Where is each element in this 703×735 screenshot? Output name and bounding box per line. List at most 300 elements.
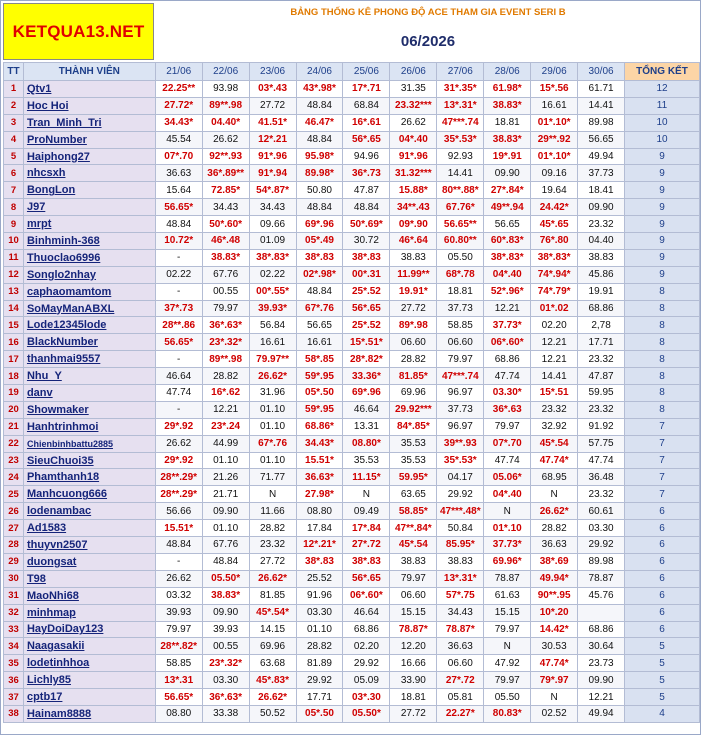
result-cell[interactable]: 29.92	[437, 486, 484, 503]
result-cell[interactable]: 27.72	[249, 553, 296, 570]
result-cell[interactable]: 68.84	[343, 97, 390, 114]
result-cell[interactable]: 02.22	[249, 266, 296, 283]
result-cell[interactable]: 14.41	[578, 97, 625, 114]
result-cell[interactable]: 63.65	[390, 486, 437, 503]
result-cell[interactable]: 68.95	[531, 469, 578, 486]
member-name-link[interactable]: lodetinhhoa	[23, 655, 155, 672]
row-number[interactable]: 1	[4, 81, 24, 98]
row-number[interactable]: 19	[4, 385, 24, 402]
member-name-link[interactable]: minhmap	[23, 604, 155, 621]
result-cell[interactable]: 48.84	[343, 199, 390, 216]
result-cell[interactable]: 67*.76	[249, 435, 296, 452]
result-cell[interactable]: 60.61	[578, 503, 625, 520]
total-cell[interactable]: 9	[625, 249, 700, 266]
result-cell[interactable]: 24.42*	[531, 199, 578, 216]
result-cell[interactable]: 71.77	[249, 469, 296, 486]
col-date[interactable]: 21/06	[155, 63, 202, 81]
result-cell[interactable]: 59.95*	[390, 469, 437, 486]
result-cell[interactable]: 03.30*	[484, 385, 531, 402]
result-cell[interactable]: 89.98	[578, 553, 625, 570]
result-cell[interactable]: 28**.29*	[155, 486, 202, 503]
result-cell[interactable]: 79.97	[390, 570, 437, 587]
result-cell[interactable]: 23.32	[578, 216, 625, 233]
result-cell[interactable]: 18.81	[390, 689, 437, 706]
member-name-link[interactable]: ProNumber	[23, 131, 155, 148]
result-cell[interactable]: 04*.40	[484, 266, 531, 283]
member-name-link[interactable]: Binhminh-368	[23, 233, 155, 250]
result-cell[interactable]: 48.84	[155, 537, 202, 554]
result-cell[interactable]: 27.72*	[155, 97, 202, 114]
member-name-link[interactable]: Tran_Minh_Tri	[23, 114, 155, 131]
result-cell[interactable]: 06.60	[437, 655, 484, 672]
col-date[interactable]: 30/06	[578, 63, 625, 81]
result-cell[interactable]: 23.32	[531, 401, 578, 418]
row-number[interactable]: 22	[4, 435, 24, 452]
result-cell[interactable]: 09.90	[202, 604, 249, 621]
result-cell[interactable]: 85.95*	[437, 537, 484, 554]
row-number[interactable]: 35	[4, 655, 24, 672]
result-cell[interactable]: 41.51*	[249, 114, 296, 131]
result-cell[interactable]: 17.71	[578, 334, 625, 351]
total-cell[interactable]: 6	[625, 537, 700, 554]
member-name-link[interactable]: thanhmai9557	[23, 351, 155, 368]
result-cell[interactable]: 56*.65	[343, 131, 390, 148]
result-cell[interactable]: 18.81	[484, 114, 531, 131]
total-cell[interactable]: 9	[625, 216, 700, 233]
result-cell[interactable]: 45.76	[578, 587, 625, 604]
result-cell[interactable]: 44.99	[202, 435, 249, 452]
result-cell[interactable]: 36.63*	[296, 469, 343, 486]
result-cell[interactable]: 27.98*	[296, 486, 343, 503]
result-cell[interactable]: 17.84	[296, 520, 343, 537]
result-cell[interactable]: 13*.31	[155, 672, 202, 689]
result-cell[interactable]: 28**.82*	[155, 638, 202, 655]
result-cell[interactable]: 13.31	[343, 418, 390, 435]
result-cell[interactable]: 11.15*	[343, 469, 390, 486]
member-name-link[interactable]: Showmaker	[23, 401, 155, 418]
result-cell[interactable]: 69.96	[249, 638, 296, 655]
result-cell[interactable]: 45.86	[578, 266, 625, 283]
result-cell[interactable]: 47.74	[484, 452, 531, 469]
row-number[interactable]: 31	[4, 587, 24, 604]
member-name-link[interactable]: Phamthanh18	[23, 469, 155, 486]
result-cell[interactable]: 79*.97	[531, 672, 578, 689]
result-cell[interactable]: 92**.93	[202, 148, 249, 165]
result-cell[interactable]: 69.96	[390, 385, 437, 402]
result-cell[interactable]: 56.84	[249, 317, 296, 334]
result-cell[interactable]: 38*.83*	[484, 249, 531, 266]
result-cell[interactable]: 63.68	[249, 655, 296, 672]
total-cell[interactable]: 8	[625, 351, 700, 368]
total-cell[interactable]: 7	[625, 486, 700, 503]
result-cell[interactable]: 00.55	[202, 638, 249, 655]
result-cell[interactable]: 45*.65	[531, 216, 578, 233]
result-cell[interactable]: 15*.51	[531, 385, 578, 402]
result-cell[interactable]: 37.73	[437, 401, 484, 418]
col-date[interactable]: 27/06	[437, 63, 484, 81]
result-cell[interactable]: 09.16	[531, 165, 578, 182]
result-cell[interactable]: 34.43	[202, 199, 249, 216]
row-number[interactable]: 14	[4, 300, 24, 317]
result-cell[interactable]: 36.63	[531, 537, 578, 554]
total-cell[interactable]: 8	[625, 368, 700, 385]
total-cell[interactable]: 9	[625, 266, 700, 283]
row-number[interactable]: 33	[4, 621, 24, 638]
member-name-link[interactable]: Hainam8888	[23, 705, 155, 722]
result-cell[interactable]: 78.87	[484, 570, 531, 587]
result-cell[interactable]: 28*.82*	[343, 351, 390, 368]
result-cell[interactable]: 81.85*	[390, 368, 437, 385]
result-cell[interactable]: 17*.71	[343, 81, 390, 98]
result-cell[interactable]: 38.83	[390, 553, 437, 570]
result-cell[interactable]: 01*.10	[484, 520, 531, 537]
result-cell[interactable]: 38.83*	[484, 97, 531, 114]
row-number[interactable]: 6	[4, 165, 24, 182]
result-cell[interactable]: 03*.43	[249, 81, 296, 98]
result-cell[interactable]: 01.10	[249, 401, 296, 418]
row-number[interactable]: 12	[4, 266, 24, 283]
result-cell[interactable]: N	[531, 689, 578, 706]
result-cell[interactable]: 04.17	[437, 469, 484, 486]
result-cell[interactable]: 00*.55*	[249, 283, 296, 300]
result-cell[interactable]: 68.86*	[296, 418, 343, 435]
result-cell[interactable]: 80.83*	[484, 705, 531, 722]
total-cell[interactable]: 6	[625, 553, 700, 570]
result-cell[interactable]: 48.84	[296, 199, 343, 216]
result-cell[interactable]: 15*.51*	[343, 334, 390, 351]
result-cell[interactable]: 37.73	[437, 300, 484, 317]
col-date[interactable]: 22/06	[202, 63, 249, 81]
result-cell[interactable]: 02.20	[531, 317, 578, 334]
result-cell[interactable]: N	[484, 503, 531, 520]
result-cell[interactable]: 2,78	[578, 317, 625, 334]
member-name-link[interactable]: Manhcuong666	[23, 486, 155, 503]
result-cell[interactable]: 30.64	[578, 638, 625, 655]
result-cell[interactable]: N	[484, 638, 531, 655]
result-cell[interactable]: 89.98	[578, 114, 625, 131]
result-cell[interactable]: 01.10	[202, 452, 249, 469]
result-cell[interactable]: 28**.29*	[155, 469, 202, 486]
result-cell[interactable]: 47.92	[484, 655, 531, 672]
row-number[interactable]: 37	[4, 689, 24, 706]
result-cell[interactable]: 14.15	[249, 621, 296, 638]
result-cell[interactable]: N	[249, 486, 296, 503]
result-cell[interactable]: 23.32	[578, 486, 625, 503]
result-cell[interactable]: 23.32	[578, 401, 625, 418]
result-cell[interactable]: 04*.40	[484, 486, 531, 503]
member-name-link[interactable]: HayDoiDay123	[23, 621, 155, 638]
result-cell[interactable]: 02.22	[155, 266, 202, 283]
result-cell[interactable]: 67.76	[202, 537, 249, 554]
result-cell[interactable]: 56.65**	[437, 216, 484, 233]
result-cell[interactable]: 37.73*	[484, 317, 531, 334]
row-number[interactable]: 36	[4, 672, 24, 689]
result-cell[interactable]: 05*.49	[296, 233, 343, 250]
result-cell[interactable]: 92.93	[437, 148, 484, 165]
result-cell[interactable]: 56.65*	[155, 689, 202, 706]
member-name-link[interactable]: thuyvn2507	[23, 537, 155, 554]
result-cell[interactable]: 22.25**	[155, 81, 202, 98]
result-cell[interactable]: 01*.02	[531, 300, 578, 317]
total-cell[interactable]: 9	[625, 233, 700, 250]
result-cell[interactable]: 43*.98*	[296, 81, 343, 98]
result-cell[interactable]: 78.87*	[437, 621, 484, 638]
result-cell[interactable]: 91.92	[578, 418, 625, 435]
member-name-link[interactable]: Nhu_Y	[23, 368, 155, 385]
result-cell[interactable]: 38.83	[437, 553, 484, 570]
result-cell[interactable]: 60*.83*	[484, 233, 531, 250]
result-cell[interactable]: 38*.83*	[531, 249, 578, 266]
col-date[interactable]: 29/06	[531, 63, 578, 81]
result-cell[interactable]: 11.66	[249, 503, 296, 520]
result-cell[interactable]: 34.43	[437, 604, 484, 621]
result-cell[interactable]: 18.41	[578, 182, 625, 199]
result-cell[interactable]: 12.21	[202, 401, 249, 418]
result-cell[interactable]: 78.87	[578, 570, 625, 587]
result-cell[interactable]: 50*.69*	[343, 216, 390, 233]
result-cell[interactable]: 32.92	[531, 418, 578, 435]
result-cell[interactable]: 46*.64	[390, 233, 437, 250]
result-cell[interactable]: 69*.96	[343, 385, 390, 402]
result-cell[interactable]: 10.72*	[155, 233, 202, 250]
result-cell[interactable]: 49.94*	[531, 570, 578, 587]
total-cell[interactable]: 8	[625, 283, 700, 300]
member-name-link[interactable]: danv	[23, 385, 155, 402]
result-cell[interactable]: 67.76*	[437, 199, 484, 216]
result-cell[interactable]: 49.94	[578, 705, 625, 722]
member-name-link[interactable]: cptb17	[23, 689, 155, 706]
result-cell[interactable]: 46.64	[343, 401, 390, 418]
result-cell[interactable]: 30.53	[531, 638, 578, 655]
result-cell[interactable]: 38*.69	[531, 553, 578, 570]
result-cell[interactable]: 50.52	[249, 705, 296, 722]
result-cell[interactable]: 56.65	[296, 317, 343, 334]
result-cell[interactable]: 81.89	[296, 655, 343, 672]
result-cell[interactable]: 59*.95	[296, 368, 343, 385]
result-cell[interactable]: 12.20	[390, 638, 437, 655]
result-cell[interactable]: 50*.60*	[202, 216, 249, 233]
result-cell[interactable]: 56*.65	[343, 300, 390, 317]
member-name-link[interactable]: Qtv1	[23, 81, 155, 98]
result-cell[interactable]: 80**.88*	[437, 182, 484, 199]
total-cell[interactable]: 8	[625, 385, 700, 402]
result-cell[interactable]: 89**.98	[202, 351, 249, 368]
row-number[interactable]: 7	[4, 182, 24, 199]
result-cell[interactable]: 17*.84	[343, 520, 390, 537]
total-cell[interactable]: 6	[625, 570, 700, 587]
result-cell[interactable]: 28.82	[296, 638, 343, 655]
result-cell[interactable]: 12.21	[531, 351, 578, 368]
row-number[interactable]: 11	[4, 249, 24, 266]
result-cell[interactable]: 06.60	[437, 334, 484, 351]
result-cell[interactable]: 05.50	[484, 689, 531, 706]
result-cell[interactable]: 05*.50	[296, 385, 343, 402]
row-number[interactable]: 10	[4, 233, 24, 250]
member-name-link[interactable]: MaoNhi68	[23, 587, 155, 604]
result-cell[interactable]: 45.54	[155, 131, 202, 148]
result-cell[interactable]: 45*.54	[531, 435, 578, 452]
total-cell[interactable]: 7	[625, 435, 700, 452]
result-cell[interactable]: 47***.48*	[437, 503, 484, 520]
result-cell[interactable]: 30.72	[343, 233, 390, 250]
result-cell[interactable]: 31.35	[390, 81, 437, 98]
result-cell[interactable]: 28.82	[202, 368, 249, 385]
total-cell[interactable]: 6	[625, 520, 700, 537]
result-cell[interactable]: 47**.84*	[390, 520, 437, 537]
result-cell[interactable]: 29*.92	[155, 452, 202, 469]
result-cell[interactable]: 49**.94	[484, 199, 531, 216]
result-cell[interactable]: 48.84	[296, 283, 343, 300]
total-cell[interactable]: 5	[625, 672, 700, 689]
result-cell[interactable]: 14.42*	[531, 621, 578, 638]
total-cell[interactable]: 8	[625, 334, 700, 351]
result-cell[interactable]: 09.66	[249, 216, 296, 233]
result-cell[interactable]: 01.10	[249, 452, 296, 469]
result-cell[interactable]: 36*.73	[343, 165, 390, 182]
row-number[interactable]: 18	[4, 368, 24, 385]
result-cell[interactable]: 95.98*	[296, 148, 343, 165]
result-cell[interactable]: 16.61	[531, 97, 578, 114]
result-cell[interactable]: 61.71	[578, 81, 625, 98]
result-cell[interactable]: 09.90	[578, 672, 625, 689]
result-cell[interactable]: 29*.92	[155, 418, 202, 435]
member-name-link[interactable]: BlackNumber	[23, 334, 155, 351]
result-cell[interactable]: 15.51*	[296, 452, 343, 469]
result-cell[interactable]: 36.63	[155, 165, 202, 182]
total-cell[interactable]: 8	[625, 300, 700, 317]
result-cell[interactable]: 76*.80	[531, 233, 578, 250]
result-cell[interactable]: 17.71	[296, 689, 343, 706]
result-cell[interactable]: 72.85*	[202, 182, 249, 199]
result-cell[interactable]: 13*.31*	[437, 97, 484, 114]
result-cell[interactable]: 79.97	[202, 300, 249, 317]
result-cell[interactable]: 06*.60*	[484, 334, 531, 351]
result-cell[interactable]: 29.92	[343, 655, 390, 672]
result-cell[interactable]: 38*.83	[343, 553, 390, 570]
row-number[interactable]: 21	[4, 418, 24, 435]
result-cell[interactable]: 12.21	[484, 300, 531, 317]
result-cell[interactable]: 61.63	[484, 587, 531, 604]
result-cell[interactable]: 26.62	[155, 435, 202, 452]
result-cell[interactable]: 14.41	[531, 368, 578, 385]
total-cell[interactable]: 5	[625, 638, 700, 655]
result-cell[interactable]: 28.82	[390, 351, 437, 368]
result-cell[interactable]: 60.80**	[437, 233, 484, 250]
result-cell[interactable]: 58.85	[155, 655, 202, 672]
result-cell[interactable]: 02*.98*	[296, 266, 343, 283]
result-cell[interactable]: 69*.96	[296, 216, 343, 233]
result-cell[interactable]: 89*.98	[390, 317, 437, 334]
result-cell[interactable]: 09.49	[343, 503, 390, 520]
result-cell[interactable]: 04.40	[578, 233, 625, 250]
result-cell[interactable]: 05*.50	[296, 705, 343, 722]
result-cell[interactable]: 12.21	[578, 689, 625, 706]
result-cell[interactable]: 47.74	[484, 368, 531, 385]
result-cell[interactable]: 38*.83*	[249, 249, 296, 266]
result-cell[interactable]: 38*.83	[296, 249, 343, 266]
result-cell[interactable]: 09*.90	[390, 216, 437, 233]
result-cell[interactable]: 12*.21	[249, 131, 296, 148]
result-cell[interactable]: 27*.72	[437, 672, 484, 689]
member-name-link[interactable]: Thuoclao6996	[23, 249, 155, 266]
result-cell[interactable]: 59*.95	[296, 401, 343, 418]
result-cell[interactable]: 38*.83	[343, 249, 390, 266]
total-cell[interactable]: 5	[625, 689, 700, 706]
result-cell[interactable]: 58*.85	[296, 351, 343, 368]
result-cell[interactable]: 34.43*	[155, 114, 202, 131]
total-cell[interactable]: 10	[625, 131, 700, 148]
result-cell[interactable]: 23*.32*	[202, 334, 249, 351]
result-cell[interactable]: 23.73	[578, 655, 625, 672]
member-name-link[interactable]: J97	[23, 199, 155, 216]
result-cell[interactable]: 34**.43	[390, 199, 437, 216]
result-cell[interactable]: 07*.70	[155, 148, 202, 165]
total-cell[interactable]: 8	[625, 317, 700, 334]
result-cell[interactable]: 50.84	[437, 520, 484, 537]
total-cell[interactable]: 6	[625, 587, 700, 604]
result-cell[interactable]: 01*.10*	[531, 148, 578, 165]
result-cell[interactable]: 56.66	[155, 503, 202, 520]
result-cell[interactable]: 12.21	[531, 334, 578, 351]
row-number[interactable]: 32	[4, 604, 24, 621]
result-cell[interactable]: 21.71	[202, 486, 249, 503]
result-cell[interactable]: 96.97	[437, 385, 484, 402]
row-number[interactable]: 17	[4, 351, 24, 368]
result-cell[interactable]: 08.80	[296, 503, 343, 520]
result-cell[interactable]: 33.36*	[343, 368, 390, 385]
result-cell[interactable]: 56.65*	[155, 199, 202, 216]
result-cell[interactable]: 03.30	[296, 604, 343, 621]
result-cell[interactable]: 02.52	[531, 705, 578, 722]
result-cell[interactable]: 09.90	[202, 503, 249, 520]
result-cell[interactable]: 29**.92	[531, 131, 578, 148]
result-cell[interactable]: 56.65	[484, 216, 531, 233]
result-cell[interactable]: 28.82	[249, 520, 296, 537]
result-cell[interactable]: 81.85	[249, 587, 296, 604]
result-cell[interactable]: 19.91	[578, 283, 625, 300]
total-cell[interactable]: 7	[625, 452, 700, 469]
result-cell[interactable]: 01.10	[296, 621, 343, 638]
result-cell[interactable]: 79.97	[437, 351, 484, 368]
result-cell[interactable]: 25*.52	[343, 283, 390, 300]
result-cell[interactable]: 15.15	[484, 604, 531, 621]
result-cell[interactable]: 05.06*	[484, 469, 531, 486]
result-cell[interactable]: 07*.70	[484, 435, 531, 452]
member-name-link[interactable]: Songlo2nhay	[23, 266, 155, 283]
result-cell[interactable]: 26.62*	[249, 689, 296, 706]
result-cell[interactable]: 11.99**	[390, 266, 437, 283]
total-cell[interactable]: 5	[625, 655, 700, 672]
total-cell[interactable]: 9	[625, 148, 700, 165]
result-cell[interactable]: 34.43*	[296, 435, 343, 452]
result-cell[interactable]: 01.09	[249, 233, 296, 250]
result-cell[interactable]: 28**.86	[155, 317, 202, 334]
result-cell[interactable]: 48.84	[202, 553, 249, 570]
row-number[interactable]: 38	[4, 705, 24, 722]
total-cell[interactable]: 10	[625, 114, 700, 131]
total-cell[interactable]: 11	[625, 97, 700, 114]
result-cell[interactable]: 47***.74	[437, 368, 484, 385]
result-cell[interactable]: 05.81	[437, 689, 484, 706]
result-cell[interactable]: 23.32	[578, 351, 625, 368]
result-cell[interactable]: 26.62*	[249, 570, 296, 587]
result-cell[interactable]: 33.90	[390, 672, 437, 689]
result-cell[interactable]: 91.96	[296, 587, 343, 604]
result-cell[interactable]: 56.65	[578, 131, 625, 148]
member-name-link[interactable]: lodenambac	[23, 503, 155, 520]
result-cell[interactable]: 08.80	[155, 705, 202, 722]
result-cell[interactable]: 00.55	[202, 283, 249, 300]
